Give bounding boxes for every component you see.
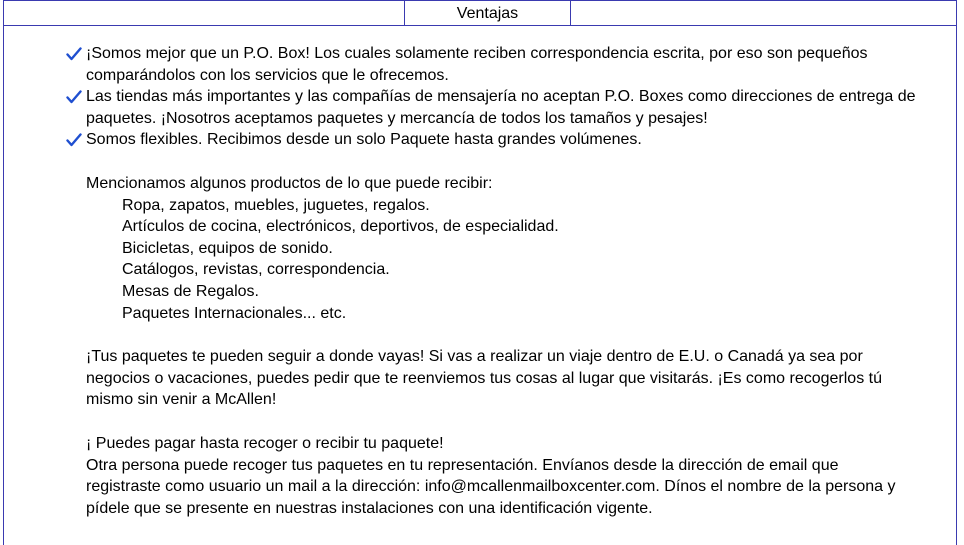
- products-intro: Mencionamos algunos productos de lo que puede recibir:: [86, 174, 493, 192]
- pickup-body: Otra persona puede recoger tus paquetes en tu representación. Envíanos desde la dirección de email que registraste como usuario un mail a la dirección: info@mcallenmailboxcenter.com. Dínos el nombre de la persona y pídele que se presente en nuestras instalaciones con una identificación vigente.: [86, 456, 896, 517]
- section-title: Ventajas: [405, 1, 571, 25]
- product-item: Artículos de cocina, electrónicos, deportivos, de especialidad.: [122, 218, 559, 236]
- advantage-text: Somos flexibles. Recibimos desde un solo Paquete hasta grandes volúmenes.: [86, 131, 642, 149]
- product-item: Mesas de Regalos.: [122, 282, 259, 300]
- product-item: Catálogos, revistas, correspondencia.: [122, 261, 390, 279]
- product-item: Ropa, zapatos, muebles, juguetes, regalos.: [122, 196, 430, 214]
- advantage-item: [86, 86, 916, 129]
- advantage-text: Las tiendas más importantes y las compañías de mensajería no aceptan P.O. Boxes como direcciones de entrega de paquetes. ¡Nosotros aceptamos paquetes y mercancía de todos los tamaños y pesajes!: [86, 88, 916, 127]
- product-item: Bicicletas, equipos de sonido.: [122, 239, 333, 257]
- header-cell-left: [4, 1, 405, 25]
- spacer: [86, 151, 916, 173]
- header-cell-right: [571, 1, 956, 25]
- spacer: [86, 324, 916, 346]
- advantage-text: ¡Somos mejor que un P.O. Box! Los cuales solamente reciben correspondencia escrita, por eso son pequeños comparándolos con los servicios que le ofrecemos.: [86, 45, 868, 84]
- spacer: [86, 411, 916, 433]
- checkmark-icon: [66, 89, 82, 105]
- pickup-headline: ¡ Puedes pagar hasta recoger o recibir tu paquete!: [86, 434, 444, 452]
- advantage-item: [86, 43, 916, 86]
- checkmark-icon: [66, 132, 82, 148]
- advantage-item: [86, 129, 916, 151]
- advantages-content: [86, 43, 916, 519]
- product-item: Paquetes Internacionales... etc.: [122, 304, 347, 322]
- travel-paragraph: ¡Tus paquetes te pueden seguir a donde vayas! Si vas a realizar un viaje dentro de E.U. o Canadá ya sea por negocios o vacaciones, puedes pedir que te reenviemos tus cosas al lugar que visitarás. ¡Es como recogerlos tú mismo sin venir a McAllen!: [86, 348, 882, 409]
- header-bar: [3, 0, 957, 26]
- checkmark-icon: [66, 46, 82, 62]
